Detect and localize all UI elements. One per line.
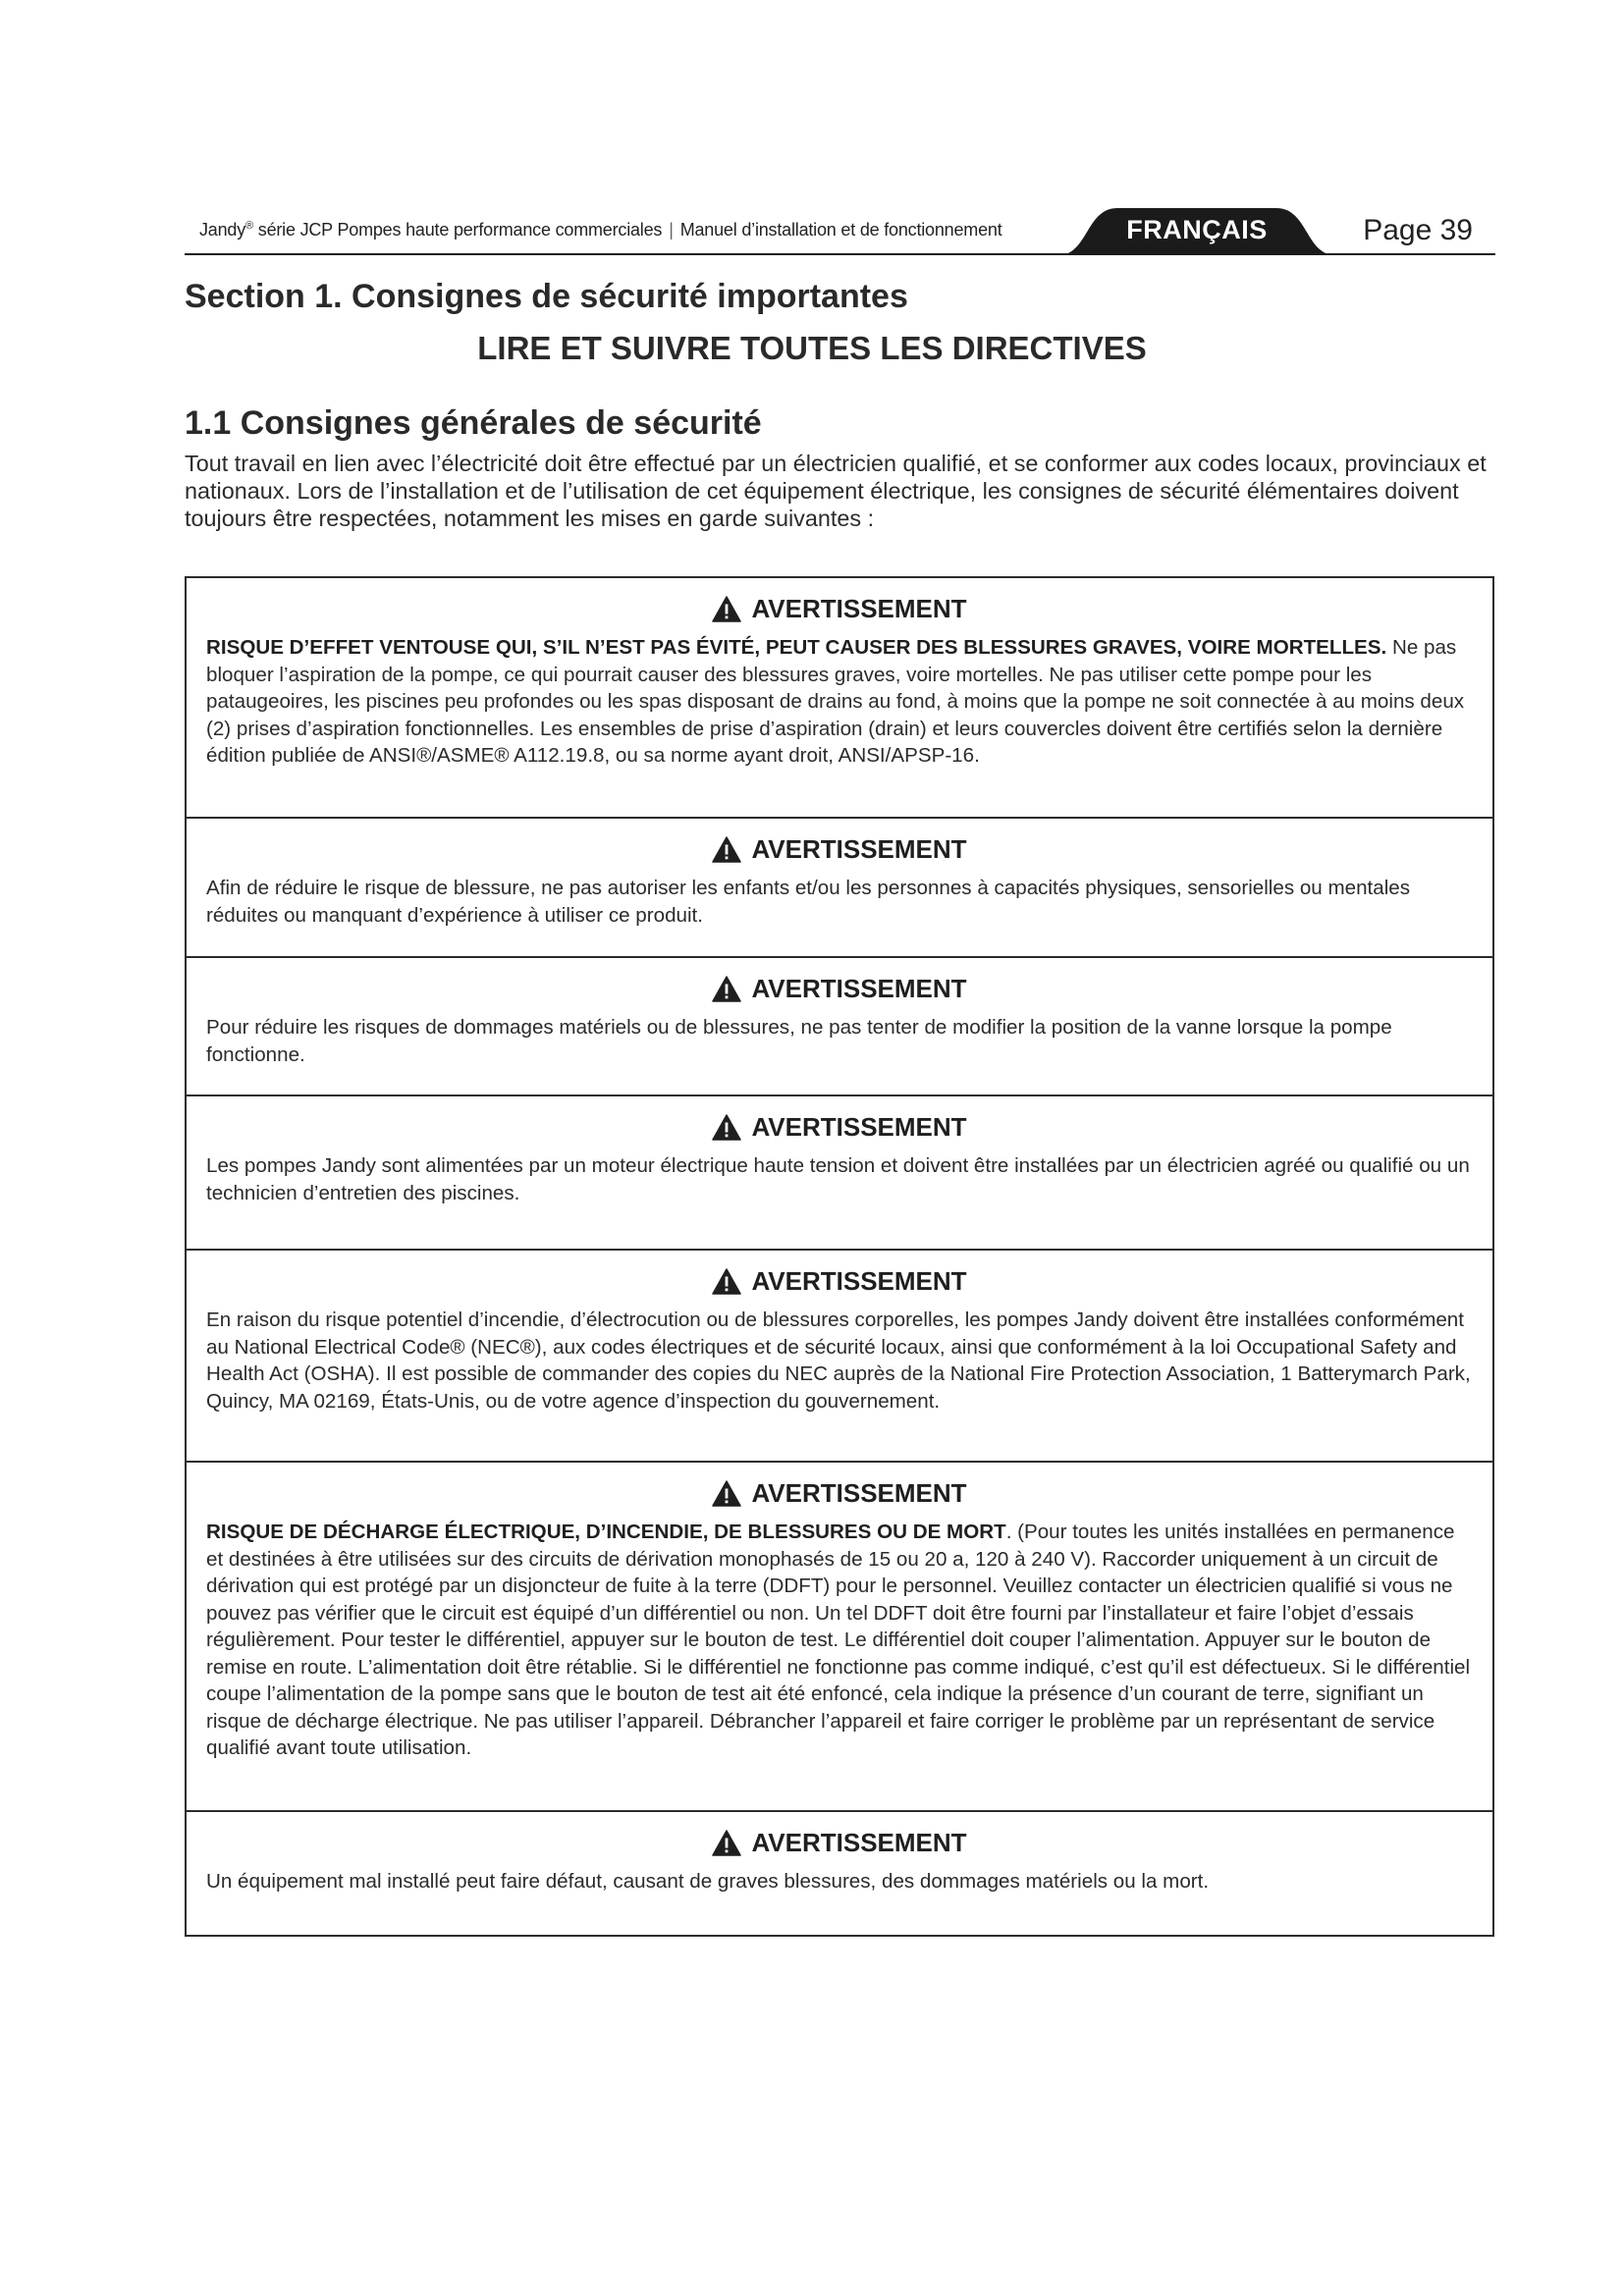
brand-mark: ® [245, 220, 253, 232]
warning-triangle-icon [712, 836, 741, 863]
warning-heading [206, 592, 1473, 625]
warning-heading [206, 1264, 1473, 1298]
warning-block [187, 578, 1492, 817]
warning-text [206, 1868, 1473, 1896]
language-tab [1058, 208, 1335, 255]
warning-heading [206, 1826, 1473, 1859]
warning-text [206, 875, 1473, 929]
warning-title: AVERTISSEMENT [751, 593, 967, 623]
warning-title: AVERTISSEMENT [751, 1477, 967, 1508]
title-separator: | [669, 220, 674, 240]
document-title [199, 220, 1002, 240]
section-subtitle: LIRE ET SUIVRE TOUTES LES DIRECTIVES [477, 330, 1147, 366]
warning-body: Un équipement mal installé peut faire défaut, causant de graves blessures, des dommages matériels ou la mort. [206, 1870, 1210, 1893]
manual-title: Manuel d’installation et de fonctionnement [679, 220, 1002, 240]
warning-block [187, 1461, 1492, 1810]
warning-title: AVERTISSEMENT [751, 1111, 967, 1142]
warning-heading [206, 832, 1473, 866]
warning-triangle-icon [712, 596, 741, 622]
warning-triangle-icon [712, 1268, 741, 1295]
warning-text [206, 1307, 1473, 1415]
warning-triangle-icon [712, 1830, 741, 1856]
warning-block [187, 817, 1492, 956]
warning-title: AVERTISSEMENT [751, 833, 967, 864]
warning-triangle-icon [712, 976, 741, 1002]
warning-heading [206, 1110, 1473, 1144]
intro-paragraph: Tout travail en lien avec l’électricité doit être effectué par un électricien qualifié, et se conformer aux codes locaux, provinciaux et nationaux. Lors de l’installation et de l’utilisation de cet équipement électrique, les consignes de sécurité élémentaires doivent toujours être respectées, notamment les mises en garde suivantes : [185, 451, 1487, 531]
warning-body: . (Pour toutes les unités installées en permanence et destinées à être utilisées sur des circuits de dérivation monophasés de 15 ou 20 a, 120 à 240 V). Raccorder uniquement à un circuit de dérivation qui est protégé par un disjoncteur de fuite à la terre (DDFT) pour le personnel. Veuillez contacter un électricien qualifié si vous ne pouvez pas vérifier que le circuit est équipé d’un différentiel ou non. Un tel DDFT doit être fourni par l’installateur et faire l’objet d’essais régulièrement. Pour tester le différentiel, appuyer sur le bouton de test. Le différentiel doit couper l’alimentation. Appuyer sur le bouton de remise en route. L’alimentation doit être rétablie. Si le différentiel ne fonctionne pas comme indiqué, c’est qu’il est défectueux. Si le différentiel coupe l’alimentation de la pompe sans que le bouton de test ait été enfoncé, cela indique la présence d’un courant de terre, signifiant un risque de décharge électrique. Ne pas utiliser l’appareil. Débrancher l’appareil et faire corriger le problème par un représentant de service qualifié avant toute utilisation. [206, 1521, 1471, 1759]
warning-lead: RISQUE D’EFFET VENTOUSE QUI, S’IL N’EST PAS ÉVITÉ, PEUT CAUSER DES BLESSURES GRAVES, VOIRE MORTELLES. [206, 636, 1387, 659]
warning-body: En raison du risque potentiel d’incendie, d’électrocution ou de blessures corporelles, les pompes Jandy doivent être installées conformément au National Electrical Code® (NEC®), aux codes électriques et de sécurité locaux, ainsi que conformément à la loi Occupational Safety and Health Act (OSHA). Il est possible de commander des copies du NEC auprès de la National Fire Protection Association, 1 Batterymarch Park, Quincy, MA 02169, États-Unis, ou de votre agence d’inspection du gouvernement. [206, 1308, 1471, 1413]
series-title: série JCP Pompes haute performance commerciales [257, 220, 663, 240]
warning-heading [206, 1476, 1473, 1510]
warning-text [206, 1152, 1473, 1206]
warning-body: Pour réduire les risques de dommages matériels ou de blessures, ne pas tenter de modifier la position de la vanne lorsque la pompe fonctionne. [206, 1016, 1392, 1066]
warning-title: AVERTISSEMENT [751, 1827, 967, 1857]
header-rule [185, 253, 1495, 255]
brand-name: Jandy [199, 220, 246, 240]
warning-triangle-icon [712, 1114, 741, 1141]
warning-lead: RISQUE DE DÉCHARGE ÉLECTRIQUE, D’INCENDIE, DE BLESSURES OU DE MORT [206, 1521, 1006, 1543]
page-number: Page 39 [1363, 214, 1473, 246]
warnings-box [185, 576, 1494, 1937]
warning-block [187, 956, 1492, 1095]
warning-text [206, 1014, 1473, 1068]
warning-text [206, 1519, 1473, 1762]
warning-text [206, 634, 1473, 770]
warning-title: AVERTISSEMENT [751, 1265, 967, 1296]
section-title: Section 1. Consignes de sécurité importantes [185, 278, 908, 315]
page-header [0, 0, 1624, 265]
warning-block [187, 1249, 1492, 1461]
warning-body: Afin de réduire le risque de blessure, ne pas autoriser les enfants et/ou les personnes à capacités physiques, sensorielles ou mentales réduites ou manquant d’expérience à utiliser ce produit. [206, 877, 1411, 927]
warning-triangle-icon [712, 1480, 741, 1507]
warning-title: AVERTISSEMENT [751, 973, 967, 1003]
subsection-title: 1.1 Consignes générales de sécurité [185, 404, 762, 442]
warning-body: Les pompes Jandy sont alimentées par un moteur électrique haute tension et doivent être installées par un électricien agréé ou qualifié ou un technicien d’entretien des piscines. [206, 1154, 1470, 1204]
warning-block [187, 1095, 1492, 1249]
language-label: FRANÇAIS [1126, 215, 1268, 244]
warning-heading [206, 972, 1473, 1005]
warning-block [187, 1810, 1492, 1935]
warning-body: Ne pas bloquer l’aspiration de la pompe, ce qui pourrait causer des blessures graves, voire mortelles. Ne pas utiliser cette pompe pour les pataugeoires, les piscines peu profondes ou les spas disposant de drains au fond, à moins que la pompe ne soit connectée à au moins deux (2) prises d’aspiration fonctionnelles. Les ensembles de prise d’aspiration (drain) et leurs couvercles doivent être certifiés selon la dernière édition publiée de ANSI®/ASME® A112.19.8, ou sa norme ayant droit, ANSI/APSP-16. [206, 636, 1465, 767]
